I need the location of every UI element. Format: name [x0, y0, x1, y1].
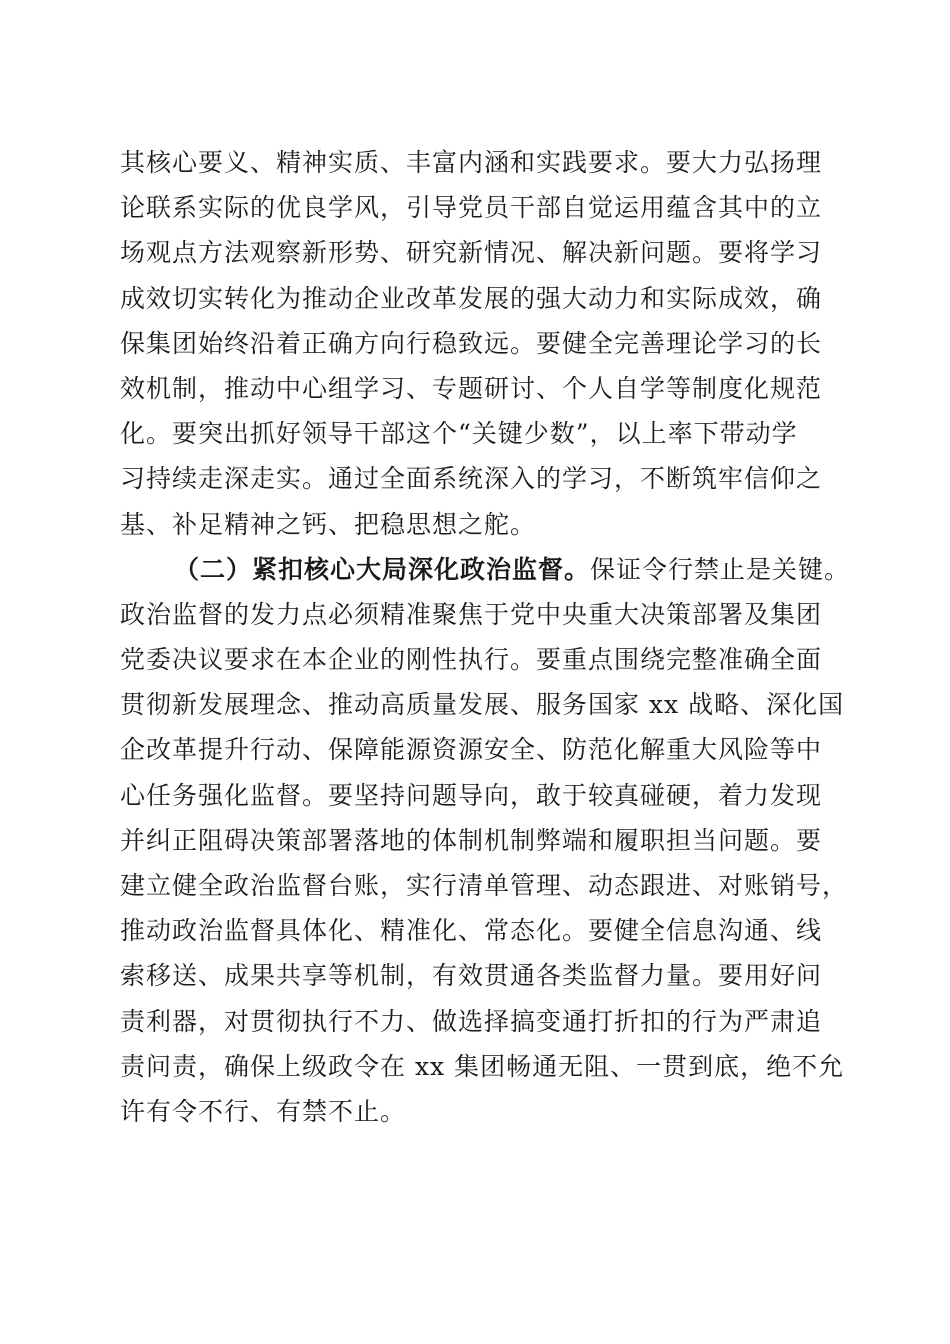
text-line: 其核心要义、精神实质、丰富内涵和实践要求。要大力弘扬理: [120, 148, 823, 177]
text-line: 许有令不行、有禁不止。: [120, 1096, 407, 1126]
text-line: 成效切实转化为推动企业改革发展的强大动力和实际成效，确: [120, 283, 823, 313]
text-line: 责问责，确保上级政令在 xx 集团畅通无阻、一贯到底，绝不允: [120, 1051, 845, 1081]
heading-continuation: 保证令行禁止是关键。: [590, 554, 851, 584]
text-line: 基、补足精神之钙、把稳思想之舵。: [120, 509, 537, 539]
paragraph-2: [120, 547, 851, 1134]
text-line: 心任务强化监督。要坚持问题导向，敢于较真碰硬，着力发现: [120, 780, 823, 810]
text-line: 企改革提升行动、保障能源资源安全、防范化解重大风险等中: [120, 735, 823, 765]
text-line: 政治监督的发力点必须精准聚焦于党中央重大决策部署及集团: [120, 599, 823, 629]
text-line: 化。要突出抓好领导干部这个“关键少数”，以上率下带动学: [120, 419, 798, 449]
paragraph-1: [120, 140, 840, 547]
text-line: 推动政治监督具体化、精准化、常态化。要健全信息沟通、线: [120, 916, 823, 946]
text-line: 论联系实际的优良学风，引导党员干部自觉运用蕴含其中的立: [120, 193, 823, 223]
text-line: 保集团始终沿着正确方向行稳致远。要健全完善理论学习的长: [120, 328, 823, 358]
text-line: 习持续走深走实。通过全面系统深入的学习，不断筑牢信仰之: [120, 464, 823, 494]
text-line: 效机制，推动中心组学习、专题研讨、个人自学等制度化规范: [120, 373, 823, 403]
text-line: 场观点方法观察新形势、研究新情况、解决新问题。要将学习: [120, 238, 823, 268]
text-line: 贯彻新发展理念、推动高质量发展、服务国家 xx 战略、深化国: [120, 690, 845, 720]
body-text: [120, 140, 851, 1134]
text-line: 党委决议要求在本企业的刚性执行。要重点围绕完整准确全面: [120, 645, 823, 675]
text-line: 并纠正阻碍决策部署落地的体制机制弊端和履职担当问题。要: [120, 825, 823, 855]
text-line: 索移送、成果共享等机制，有效贯通各类监督力量。要用好问: [120, 961, 823, 991]
text-line: 责利器，对贯彻执行不力、做选择搞变通打折扣的行为严肃追: [120, 1006, 823, 1036]
paragraph-first-line: [120, 547, 851, 592]
section-heading: （二）紧扣核心大局深化政治监督。: [174, 554, 591, 584]
text-line: 建立健全政治监督台账，实行清单管理、动态跟进、对账销号，: [120, 871, 849, 900]
